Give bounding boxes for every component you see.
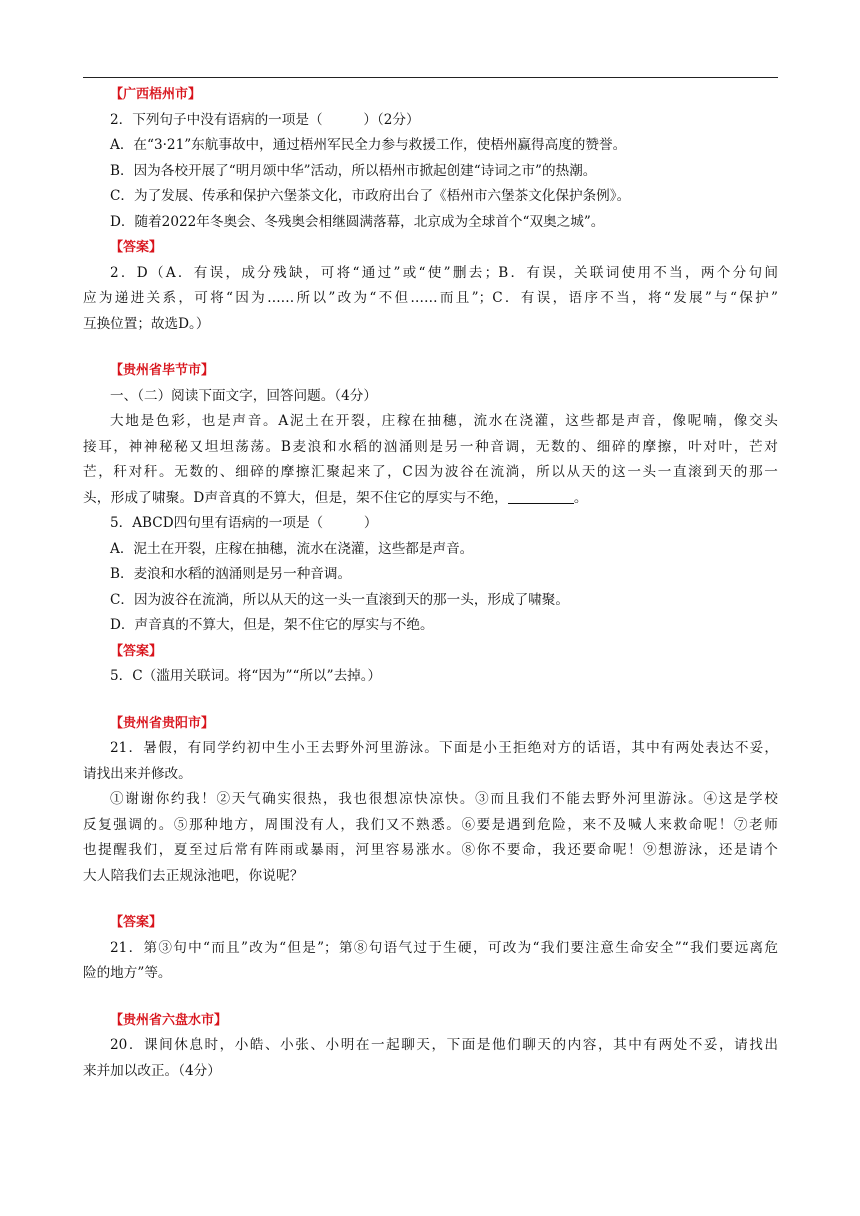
answer-text: 5．C（滥用关联词。将“因为”“所以”去掉。） <box>110 668 382 684</box>
passage-line: 接耳，神神秘秘又坦坦荡荡。B麦浪和水稻的汹涌则是另一种音调，无数的、细碎的摩擦，叶对叶，芒对 <box>83 438 778 455</box>
source-tag-guiyang: 【贵州省贵阳市】 <box>110 715 215 731</box>
question-20: 20．课间休息时，小皓、小张、小明在一起聊天，下面是他们聊天的内容，其中有两处不妥，请找出 <box>110 1037 778 1053</box>
question-21: 21．暑假，有同学约初中生小王去野外河里游泳。下面是小王拒绝对方的话语，其中有两处表达不妥， <box>110 740 778 756</box>
answer-text: 互换位置；故选D。） <box>83 315 210 332</box>
passage-line: 大人陪我们去正规泳池吧，你说呢？ <box>83 867 304 884</box>
fill-blank <box>508 489 574 504</box>
passage-line: 反复强调的。⑤那种地方，周围没有人，我们又不熟悉。⑥要是遇到危险，来不及喊人来救命呢！⑦老师 <box>83 816 778 833</box>
option-a: A．泥土在开裂，庄稼在抽穗，流水在浇灌，这些都是声音。 <box>110 540 474 557</box>
option-d: D．声音真的不算大，但是，架不住它的厚实与不绝。 <box>110 617 434 633</box>
passage-line: 芒，秆对秆。无数的、细碎的摩擦汇聚起来了，C因为波谷在流淌，所以从天的这一头一直滚到天的那一 <box>83 464 778 480</box>
option-b: B．麦浪和水稻的汹涌则是另一种音调。 <box>110 566 352 582</box>
passage-line: ①谢谢你约我！②天气确实很热，我也很想凉快凉快。③而且我们不能去野外河里游泳。④这是学校 <box>110 791 778 807</box>
answer-text: 应为递进关系，可将“因为……所以”改为“不但……而且”；C．有误，语序不当，将“发展”与“保护” <box>83 290 778 306</box>
header-rule <box>83 77 778 78</box>
passage-line: 也提醒我们，夏至过后常有阵雨或暴雨，河里容易涨水。⑧你不要命，我还要命呢！⑨想游泳，还是请个 <box>83 842 778 858</box>
answer-label: 【答案】 <box>110 643 163 659</box>
question-5: 5．ABCD四句里有语病的一项是（ ） <box>110 515 378 531</box>
passage-line: 头，形成了啸聚。D声音真的不算大，但是，架不住它的厚实与不绝， 。 <box>83 489 588 506</box>
option-a: A．在“3·21”东航事故中，通过梧州军民全力参与救援工作，使梧州赢得高度的赞誉。 <box>110 137 627 153</box>
passage-line: 大地是色彩，也是声音。A泥土在开裂，庄稼在抽穗，流水在浇灌，这些都是声音，像呢喃，像交头 <box>110 413 778 429</box>
option-b: B．因为各校开展了“明月颂中华”活动，所以梧州市掀起创建“诗词之市”的热潮。 <box>110 162 597 179</box>
question-20: 来并加以改正。（4分） <box>83 1062 221 1079</box>
question-2: 2．下列句子中没有语病的一项是（ ）（2分） <box>110 111 420 128</box>
option-c: C．为了发展、传承和保护六堡茶文化，市政府出台了《梧州市六堡茶文化保护条例》。 <box>110 188 631 204</box>
answer-label: 【答案】 <box>110 240 163 255</box>
option-d: D．随着2022年冬奥会、冬残奥会相继圆满落幕，北京成为全球首个“双奥之城”。 <box>110 213 605 230</box>
option-c: C．因为波谷在流淌，所以从天的这一头一直滚到天的那一头，形成了啸聚。 <box>110 591 569 608</box>
question-21: 请找出来并修改。 <box>83 765 192 782</box>
answer-text: 险的地方”等。 <box>83 965 172 981</box>
reading-intro: 一、（二）阅读下面文字，回答问题。（4分） <box>110 387 377 404</box>
source-tag-wuzhou: 【广西梧州市】 <box>110 87 202 102</box>
source-tag-bijie: 【贵州省毕节市】 <box>110 363 215 378</box>
answer-text: 2．D（A．有误，成分残缺，可将“通过”或“使”删去；B．有误，关联词使用不当，两个分句间 <box>110 264 778 281</box>
document-body <box>83 82 778 1084</box>
source-tag-liupanshui: 【贵州省六盘水市】 <box>110 1012 228 1028</box>
answer-label: 【答案】 <box>110 915 163 930</box>
answer-text: 21．第③句中“而且”改为“但是”；第⑧句语气过于生硬，可改为“我们要注意生命安全”“我们要远离危 <box>110 939 778 956</box>
